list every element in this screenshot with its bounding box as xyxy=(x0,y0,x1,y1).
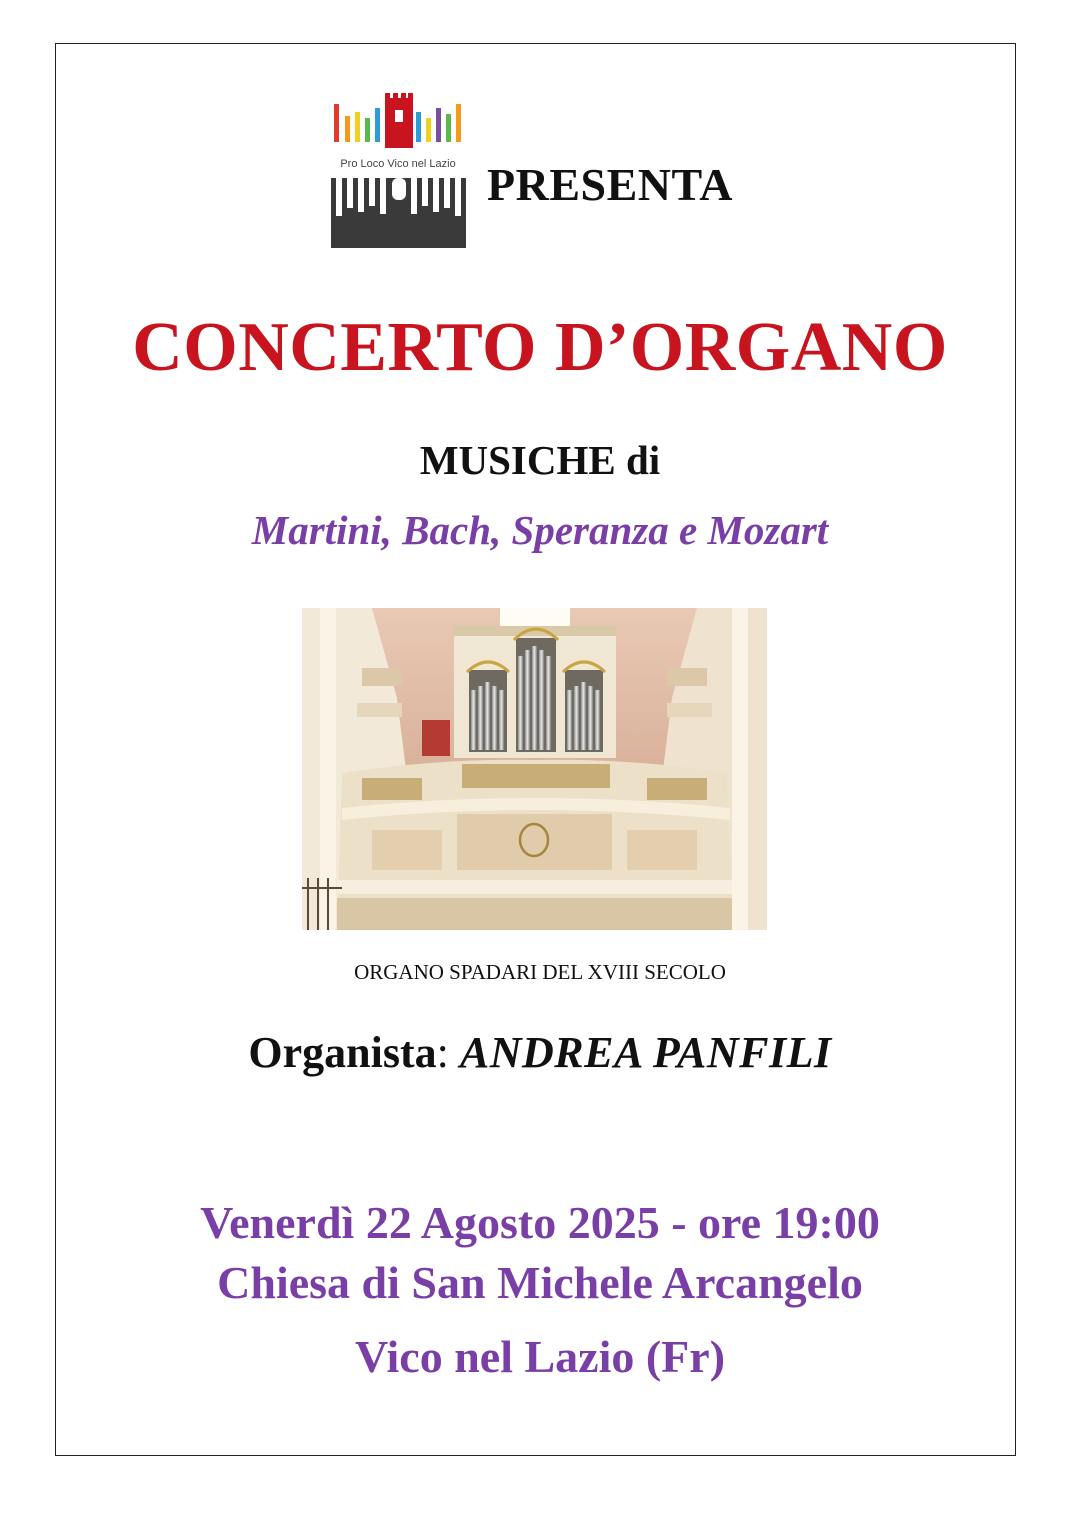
organist-separator: : xyxy=(436,1028,460,1077)
composers-list: Martini, Bach, Speranza e Mozart xyxy=(251,507,829,553)
church-organ-photo xyxy=(302,608,767,930)
event-title: CONCERTO D’ORGANO xyxy=(132,309,948,386)
pro-loco-logo-icon xyxy=(331,90,466,250)
music-heading: MUSICHE di xyxy=(419,437,661,483)
photo-caption: ORGANO SPADARI DEL XVIII SECOLO xyxy=(354,960,726,984)
organist-label: Organista xyxy=(248,1028,437,1077)
organist-name: ANDREA PANFILI xyxy=(459,1028,832,1077)
event-town: Vico nel Lazio (Fr) xyxy=(354,1331,726,1382)
event-venue: Chiesa di San Michele Arcangelo xyxy=(217,1257,863,1308)
organist-line xyxy=(0,1027,1080,1078)
svg-text:Pro Loco Vico nel Lazio: Pro Loco Vico nel Lazio xyxy=(340,158,456,170)
event-datetime: Venerdì 22 Agosto 2025 - ore 19:00 xyxy=(200,1197,880,1248)
presenta-label: PRESENTA xyxy=(487,159,733,210)
